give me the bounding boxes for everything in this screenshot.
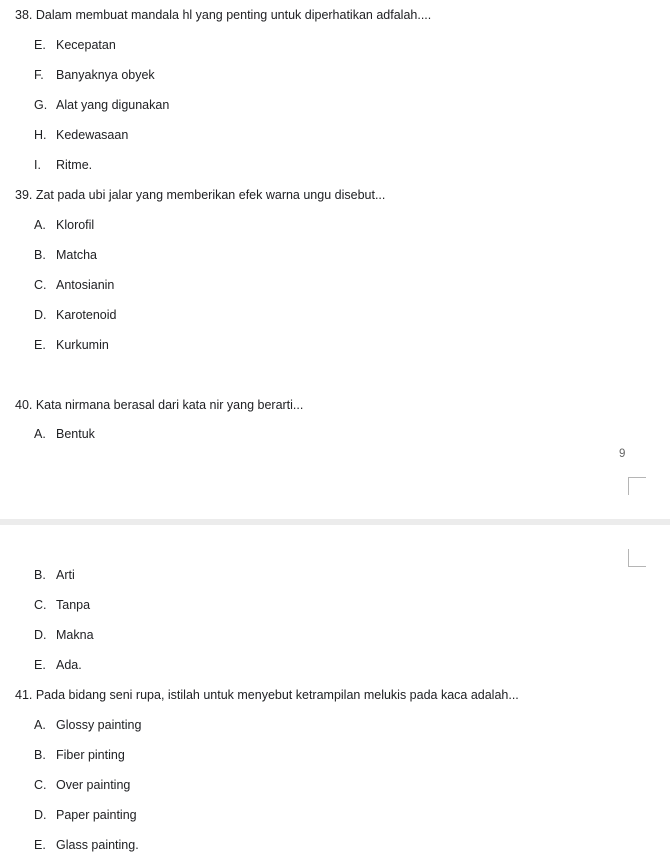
- option-38-f: F. Banyaknya obyek: [34, 68, 155, 82]
- option-38-e: E. Kecepatan: [34, 38, 116, 52]
- option-40-d: D. Makna: [34, 628, 94, 642]
- option-40-b: B. Arti: [34, 568, 75, 582]
- option-41-d: D. Paper painting: [34, 808, 137, 822]
- option-40-a: A. Bentuk: [34, 427, 95, 441]
- option-40-e: E. Ada.: [34, 658, 82, 672]
- page-number: 9: [619, 448, 626, 460]
- option-41-b: B. Fiber pinting: [34, 748, 125, 762]
- question-40: 40. Kata nirmana berasal dari kata nir yang berarti...: [15, 398, 304, 412]
- option-38-h: H. Kedewasaan: [34, 128, 129, 142]
- option-41-e: E. Glass painting.: [34, 838, 139, 852]
- option-41-a: A. Glossy painting: [34, 718, 142, 732]
- option-40-c: C. Tanpa: [34, 598, 91, 612]
- question-38: 38. Dalam membuat mandala hl yang penting untuk diperhatikan adfalah....: [15, 8, 432, 22]
- page-corner-mark-bottom: [628, 549, 646, 567]
- option-39-c: C. Antosianin: [34, 278, 115, 292]
- option-38-g: G. Alat yang digunakan: [34, 98, 170, 112]
- page-break-divider: [0, 519, 670, 525]
- option-39-b: B. Matcha: [34, 248, 97, 262]
- option-38-i: I. Ritme.: [34, 158, 93, 172]
- question-39: 39. Zat pada ubi jalar yang memberikan efek warna ungu disebut...: [15, 188, 386, 202]
- option-41-c: C. Over painting: [34, 778, 131, 792]
- option-39-a: A. Klorofil: [34, 218, 95, 232]
- option-39-e: E. Kurkumin: [34, 338, 109, 352]
- page-corner-mark-top: [628, 477, 646, 495]
- question-41: 41. Pada bidang seni rupa, istilah untuk menyebut ketrampilan melukis pada kaca adalah...: [15, 688, 519, 702]
- option-39-d: D. Karotenoid: [34, 308, 117, 322]
